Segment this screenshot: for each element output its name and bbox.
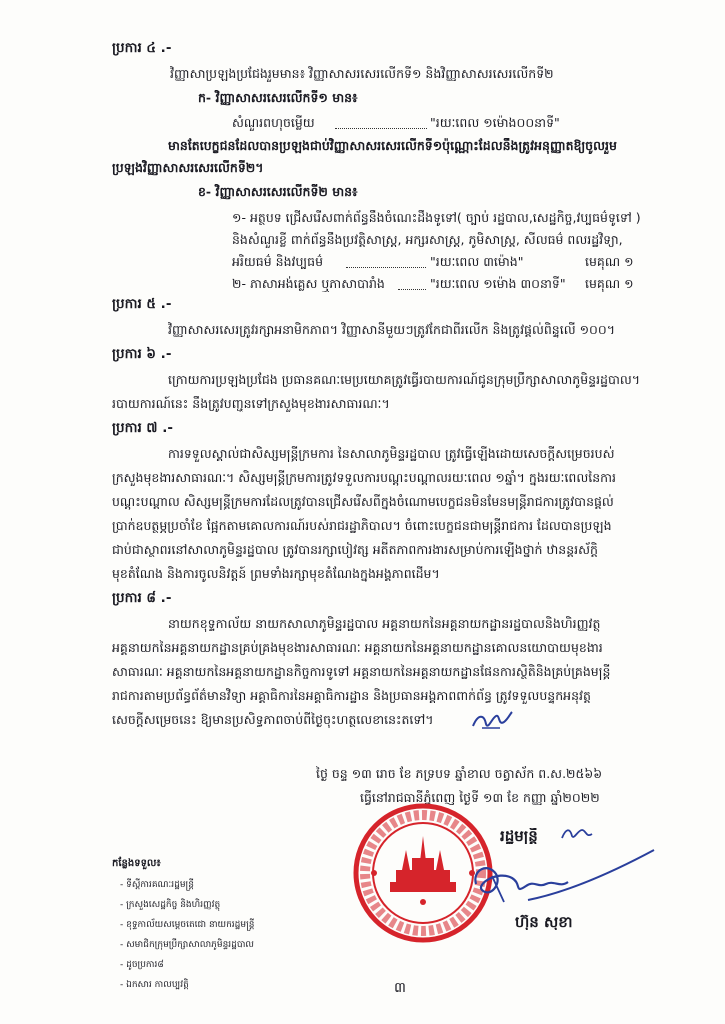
date-solar: ធ្វើនៅរាជធានីភ្នំពេញ ថ្ងៃទី ១៣ ខែ កញ្ញា ឆ្នាំ២០២២ <box>360 790 600 805</box>
recipient-item: - ខុទ្ទកាល័យសម្តេចតេជោ នាយករដ្ឋមន្ត្រី <box>120 920 255 930</box>
recipient-item: - ទីស្តីការគណៈរដ្ឋមន្ត្រី <box>120 880 194 890</box>
article-8-text-line1: នាយកខុទ្ទកាល័យ នាយកសាលាភូមិន្ទរដ្ឋបាល អគ្គនាយកនៃអគ្គនាយកដ្ឋានរដ្ឋបាលនិងហិរញ្ញវត្ថុ <box>168 616 601 631</box>
article-8-text-line4: រាជការតាមប្រព័ន្ធព័ត៌មានវិទ្យា អគ្គាធិការនៃអគ្គាធិការដ្ឋាន និងប្រធានអង្គភាពពាក់ព័ន្ធ ត្រូវទទួលបន្ទុកអនុវត្ត <box>112 688 591 703</box>
recipient-item: - ឯកសារ កាលប្បវត្តិ <box>120 980 189 990</box>
article-7-text-line3: បណ្តុះបណ្តាល សិស្សមន្ត្រីក្រមការដែលត្រូវបានជ្រើសរើសពីក្នុងចំណោមបេក្ខជនមិនមែនមន្ត្រីរាជការត្រូវបានផ្តល់ <box>112 494 614 509</box>
article-7-heading: ប្រការ ៧ .- <box>112 420 173 436</box>
article-4-part-a-time: "រយៈពេល ១ម៉ោង០០នាទី" <box>430 115 560 130</box>
article-4-part-b-item1-line1: ១- អត្ថបទ ជ្រើសរើសពាក់ព័ន្ធនឹងចំណេះដឹងទូទៅ( ច្បាប់ រដ្ឋបាល,សេដ្ឋកិច្ច,វប្បធម៌ទូទៅ ) <box>232 210 641 225</box>
recipient-item: - ក្រសួងសេដ្ឋកិច្ច និងហិរញ្ញវត្ថុ <box>120 900 221 910</box>
article-4-part-b-item1-coef: មេគុណ ១ <box>585 254 634 269</box>
dotted-leader <box>335 128 427 129</box>
handwritten-signature <box>468 840 658 912</box>
article-7-text-line2: ក្រសួងមុខងារសាធារណៈ។ សិស្សមន្ត្រីក្រមការត្រូវទទួលការបណ្តុះបណ្តាលរយៈពេល ១ឆ្នាំ។ ក្នុងរយៈពេលនៃការ <box>112 470 617 485</box>
article-4-part-b-title: ខ- វិញ្ញាសាសរសេរលើកទី២ មាន៖ <box>198 184 358 199</box>
article-4-part-b-item1-line3: អរិយធម៌ និងវប្បធម៌ <box>232 254 324 269</box>
article-4-part-a-title: ក- វិញ្ញាសាសរសេរលើកទី១ មាន៖ <box>198 90 358 105</box>
article-6-text-line1: ក្រោយការប្រឡងប្រជែង ប្រធានគណៈមេប្រយោគត្រូវធ្វើរបាយការណ៍ជូនក្រុមប្រឹក្សាសាលាភូមិន្ទរដ្ឋបាល។ <box>168 372 641 387</box>
article-4-part-a-item: សំណួរពហុចម្លើយ <box>232 115 315 130</box>
article-7-text-line4: ប្រាក់ឧបត្ថម្ភប្រចាំខែ ផ្អែកតាមគោលការណ៍របស់រាជរដ្ឋាភិបាល។ ចំពោះបេក្ខជនជាមន្ត្រីរាជការ ដែលបានប្រឡង <box>112 518 612 533</box>
article-4-part-b-item1-time: "រយៈពេល ៣ម៉ោង" <box>430 254 524 269</box>
article-7-text-line5: ជាប់ជាស្ថាពរនៅសាលាភូមិន្ទរដ្ឋបាល ត្រូវបានរក្សាបៀវត្ស អតីតភាពការងារសម្រាប់ការឡើងថ្នាក់ ឋានន្តរស័ក្តិ <box>112 542 598 557</box>
article-4-part-a-note-line1: មានតែបេក្ខជនដែលបានប្រឡងជាប់វិញ្ញាសាសរសេរលើកទី១ប៉ុណ្ណោះដែលនឹងត្រូវអនុញ្ញាតឱ្យចូលរួម <box>168 138 617 153</box>
article-4-intro: វិញ្ញាសាប្រឡងប្រជែងរួមមាន៖ វិញ្ញាសាសរសេរលើកទី១ និងវិញ្ញាសាសរសេរលើកទី២ <box>170 66 554 81</box>
signatory-name: ហ៊ុន សុខា <box>515 914 573 930</box>
recipients-title: កន្លែងទទួល៖ <box>112 858 161 869</box>
article-8-text-line2: អគ្គនាយកនៃអគ្គនាយកដ្ឋានគ្រប់គ្រងមុខងារសាធារណៈ អគ្គនាយកនៃអគ្គនាយកដ្ឋានគោលនយោបាយមុខងារ <box>112 640 603 655</box>
dotted-leader <box>346 267 426 268</box>
date-lunar: ថ្ងៃ ចន្ទ ១៣ រោច ខែ ភទ្របទ ឆ្នាំខាល ចត្វាស័ក ព.ស.២៥៦៦ <box>316 766 603 781</box>
article-4-part-b-item2-time: "រយៈពេល ១ម៉ោង ៣០នាទី" <box>430 276 566 291</box>
article-7-text-line1: ការទទួលស្គាល់ជាសិស្សមន្ត្រីក្រមការ នៃសាលាភូមិន្ទរដ្ឋបាល ត្រូវធ្វើឡើងដោយសេចក្តីសម្រេចរបស់ <box>168 446 615 461</box>
article-7-text-line6: មុខតំណែង និងការចូលនិវត្តន៍ ព្រមទាំងរក្សាមុខតំណែងក្នុងអង្គភាពដើម។ <box>112 566 440 581</box>
dotted-leader <box>398 289 426 290</box>
article-5-heading: ប្រការ ៥ .- <box>112 296 172 312</box>
article-4-part-b-item2-coef: មេគុណ ១ <box>585 276 634 291</box>
article-4-part-b-item2: ២- ភាសាអង់គ្លេស ឬភាសាបារាំង <box>232 276 385 291</box>
initials-signature <box>470 708 514 732</box>
recipient-item: - ដូចប្រការ៨ <box>120 960 164 970</box>
recipient-item: - សមាជិកក្រុមប្រឹក្សាសាលាភូមិន្ទរដ្ឋបាល <box>120 940 254 950</box>
signatory-title: រដ្ឋមន្ត្រី <box>500 828 538 844</box>
article-4-heading: ប្រការ ៤ .- <box>112 40 172 56</box>
article-8-text-line5: សេចក្តីសម្រេចនេះ ឱ្យមានប្រសិទ្ធភាពចាប់ពីថ្ងៃចុះហត្ថលេខានេះតទៅ។ <box>112 712 434 727</box>
article-6-text-line2: របាយការណ៍នេះ នឹងត្រូវបញ្ជូនទៅក្រសួងមុខងារសាធារណៈ។ <box>112 396 390 411</box>
article-8-heading: ប្រការ ៨ .- <box>112 590 172 606</box>
article-4-part-a-note-line2: ប្រឡងវិញ្ញាសាសរសេរលើកទី២។ <box>112 160 264 175</box>
article-6-heading: ប្រការ ៦ .- <box>112 346 172 362</box>
page-number: ៣ <box>394 980 406 996</box>
article-5-text: វិញ្ញាសាសរសេរត្រូវរក្សាអនាមិកភាព។ វិញ្ញាសានីមួយៗត្រូវកែជាពីរលើក និងត្រូវផ្តល់ពិន្ទុលើ ១០០។ <box>168 322 615 337</box>
article-8-text-line3: សាធារណៈ អគ្គនាយកនៃអគ្គនាយកដ្ឋានកិច្ចការទូទៅ អគ្គនាយកនៃអគ្គនាយកដ្ឋានផែនការស្ថិតិនិងគ្រប់គ្រងមន្ត្រី <box>112 664 611 679</box>
article-4-part-b-item1-line2: និងសំណួរខ្លី ពាក់ព័ន្ធនឹងប្រវត្តិសាស្ត្រ, អក្សរសាស្ត្រ, ភូមិសាស្ត្រ, សីលធម៌ ពលរដ្ឋវិទ្យា, <box>232 232 623 247</box>
